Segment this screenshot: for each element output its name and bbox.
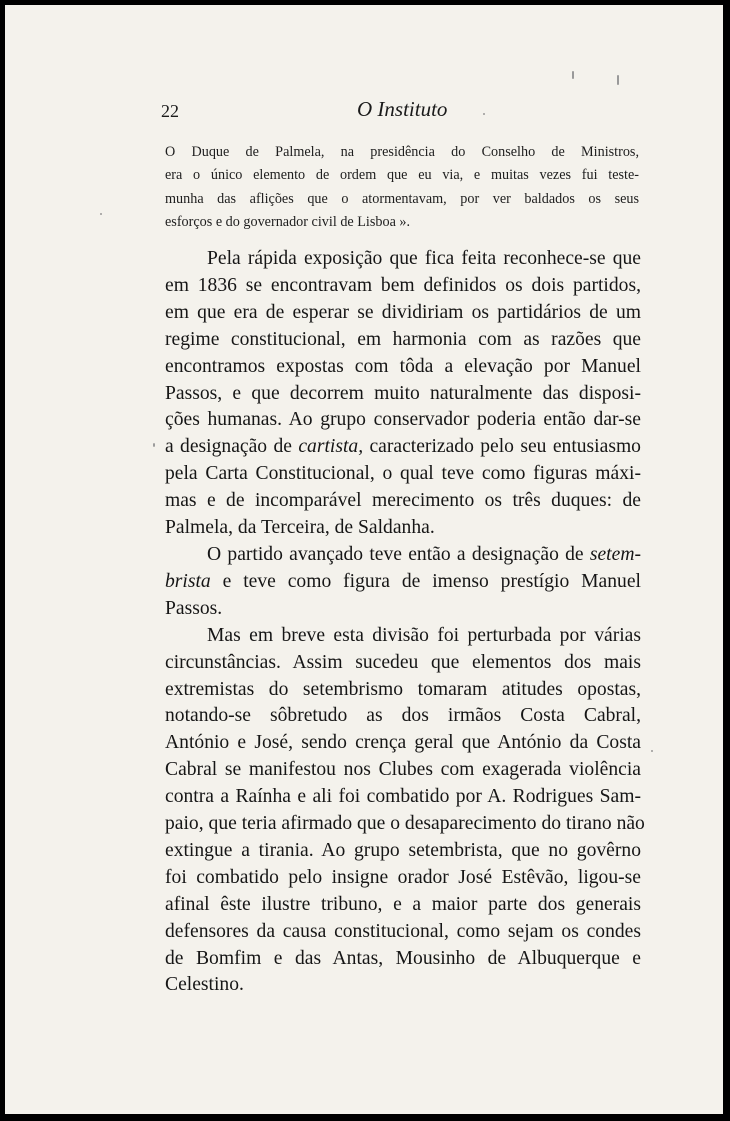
body-line: ções humanas. Ao grupo conservador poderia então dar-se xyxy=(165,409,641,431)
body-text-run: O partido avançado teve então a designação de xyxy=(207,543,590,565)
body-text xyxy=(165,246,645,999)
running-title: O Instituto xyxy=(357,97,448,121)
body-line: extingue a tirania. Ao grupo setembrista, que no govêrno xyxy=(165,839,641,861)
quoted-passage xyxy=(165,141,639,234)
paper-speck xyxy=(483,113,485,115)
body-line: Palmela, da Terceira, de Saldanha. xyxy=(165,517,435,539)
book-page xyxy=(5,5,723,1114)
body-line: afinal êste ilustre tribuno, e a maior parte dos generais xyxy=(165,893,641,915)
body-line: contra a Raínha e ali foi combatido por A. Rodrigues Sam- xyxy=(165,786,641,808)
quote-line: esforços e do governador civil de Lisboa ». xyxy=(165,213,411,230)
body-line: pela Carta Constitucional, o qual teve como figuras máxi- xyxy=(165,463,641,485)
italic-term: cartista, xyxy=(298,436,364,458)
italic-term: brista xyxy=(165,570,211,592)
quote-line: era o único elemento de ordem que eu via, e muitas vezes fui teste- xyxy=(165,167,639,184)
body-line: paio, que teria afirmado que o desaparecimento do tirano não xyxy=(165,813,645,835)
body-text-run: caracterizado pelo seu entusiasmo xyxy=(363,436,641,458)
body-line: em 1836 se encontravam bem definidos os dois partidos, xyxy=(165,274,641,296)
quote-line: munha das aflições que o atormentavam, por ver baldados os seus xyxy=(165,190,639,207)
paper-speck xyxy=(617,75,619,85)
body-line: Passos, e que decorrem muito naturalmente das disposi- xyxy=(165,382,641,404)
body-line xyxy=(165,569,641,596)
body-line: em que era de esperar se dividiriam os partidários de um xyxy=(165,301,641,323)
body-line: Passos. xyxy=(165,597,223,619)
body-line: circunstâncias. Assim sucedeu que elementos dos mais xyxy=(165,651,641,673)
paper-speck xyxy=(651,750,653,752)
body-line: notando-se sôbretudo as dos irmãos Costa Cabral, xyxy=(165,705,641,727)
body-line: mas e de incomparável merecimento os três duques: de xyxy=(165,490,641,512)
body-line: Pela rápida exposição que fica feita reconhece-se que xyxy=(207,248,641,269)
body-line: de Bomfim e das Antas, Mousinho de Albuquerque e xyxy=(165,947,641,969)
paper-speck xyxy=(572,71,574,79)
body-text-run: a designação de xyxy=(165,436,299,458)
body-line: encontramos expostas com tôda a elevação por Manuel xyxy=(165,355,641,377)
body-text-run: e teve como figura de imenso prestígio Manuel xyxy=(210,570,641,592)
body-line: extremistas do setembrismo tomaram atitudes opostas, xyxy=(165,678,641,700)
body-line: regime constitucional, em harmonia com as razões que xyxy=(165,328,641,350)
page-header xyxy=(5,97,723,127)
body-line xyxy=(165,434,641,461)
page-number: 22 xyxy=(161,101,179,121)
paper-speck xyxy=(100,213,102,215)
body-line: António e José, sendo crença geral que António da Costa xyxy=(165,732,641,754)
quote-line: O Duque de Palmela, na presidência do Conselho de Ministros, xyxy=(165,144,639,160)
body-line: foi combatido pelo insigne orador José Estêvão, ligou-se xyxy=(165,866,641,888)
italic-term: setem- xyxy=(589,543,641,565)
body-line: Mas em breve esta divisão foi perturbada por várias xyxy=(207,624,641,646)
paper-speck xyxy=(153,443,155,447)
body-line: Celestino. xyxy=(165,974,244,996)
body-line: Cabral se manifestou nos Clubes com exagerada violência xyxy=(165,759,641,781)
body-line: defensores da causa constitucional, como sejam os condes xyxy=(165,920,641,942)
body-line xyxy=(165,542,641,569)
